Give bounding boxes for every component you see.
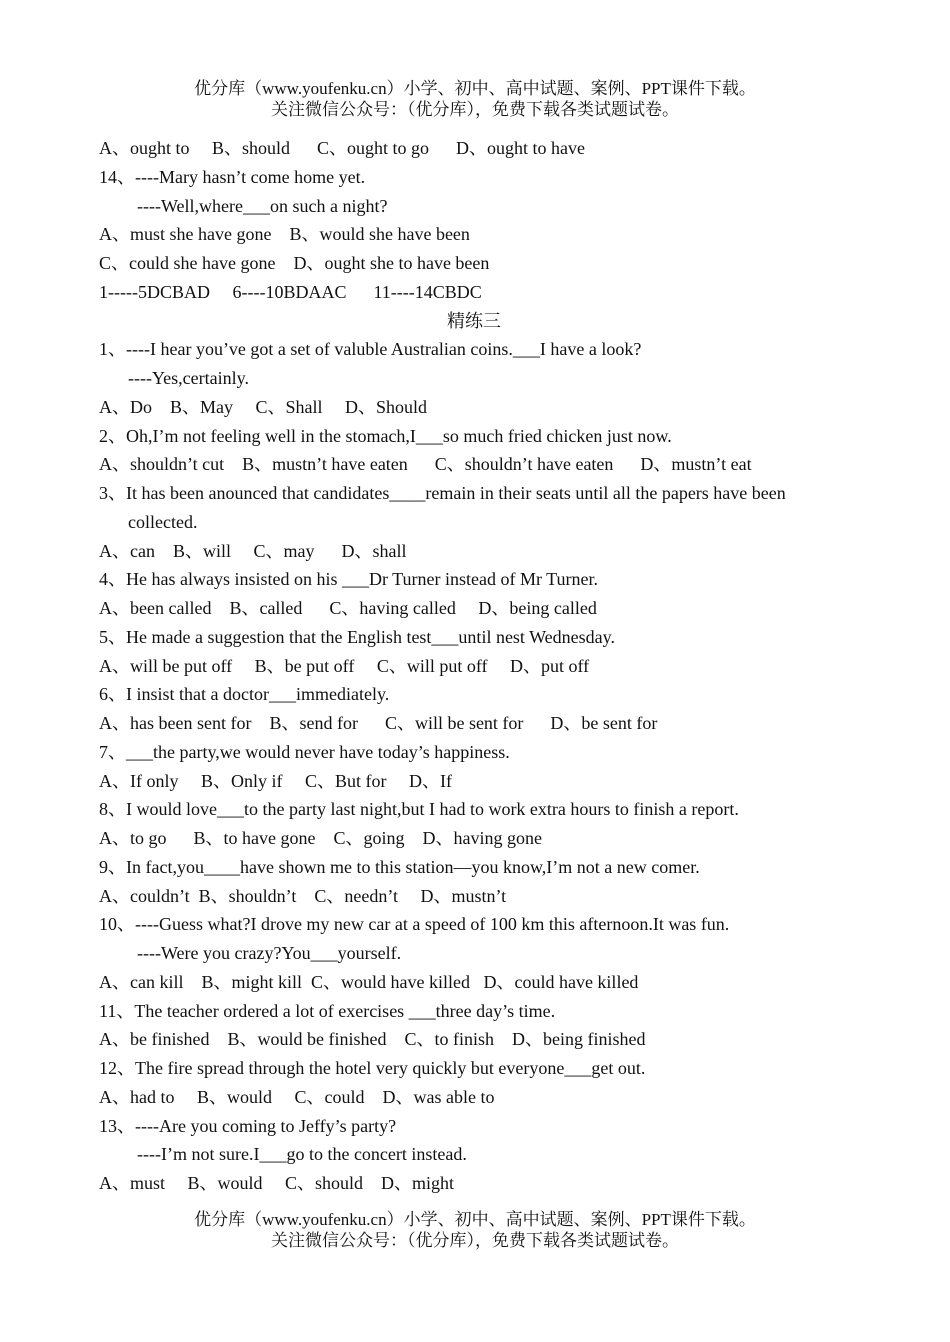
text-line: A、been called B、called C、having called D、being called bbox=[99, 598, 597, 618]
text-line: A、had to B、would C、could D、was able to bbox=[99, 1086, 495, 1107]
text-line: A、shouldn’t cut B、mustn’t have eaten C、shouldn’t have eaten D、mustn’t eat bbox=[99, 454, 752, 475]
text-line: A、will be put off B、be put off C、will put off D、put off bbox=[99, 655, 590, 676]
page-header bbox=[0, 78, 950, 120]
text-line: 11、The teacher ordered a lot of exercises ___three day’s time. bbox=[99, 1000, 556, 1021]
text-line: A、be finished B、would be finished C、to finish D、being finished bbox=[99, 1029, 646, 1050]
text-line: 4、He has always insisted on his ___Dr Turner instead of Mr Turner. bbox=[99, 569, 598, 590]
footer-line-2: 关注微信公众号：（优分库），免费下载各类试题试卷。 bbox=[271, 1231, 679, 1250]
text-line: 14、----Mary hasn’t come home yet. bbox=[99, 166, 366, 187]
text-line: A、If only B、Only if C、But for D、If bbox=[99, 770, 452, 791]
text-line: 1-----5DCBAD 6----10BDAAC 11----14CBDC bbox=[99, 281, 482, 302]
text-line: 5、He made a suggestion that the English test___until nest Wednesday. bbox=[99, 626, 615, 647]
text-line: A、ought to B、should C、ought to go D、ought to have bbox=[99, 138, 585, 158]
text-line: 6、I insist that a doctor___immediately. bbox=[99, 684, 390, 705]
text-line: 2、Oh,I’m not feeling well in the stomach,I___so much fried chicken just now. bbox=[99, 425, 672, 446]
text-line: A、couldn’t B、shouldn’t C、needn’t D、mustn’t bbox=[99, 885, 507, 906]
text-line: ----Well,where___on such a night? bbox=[137, 195, 388, 216]
text-line: A、must B、would C、should D、might bbox=[99, 1173, 455, 1193]
text-line: A、Do B、May C、Shall D、Should bbox=[99, 396, 428, 417]
text-line: C、could she have gone D、ought she to have been bbox=[99, 253, 490, 273]
text-line: collected. bbox=[128, 511, 198, 532]
text-line: 12、The fire spread through the hotel very quickly but everyone___get out. bbox=[99, 1058, 646, 1078]
text-line: A、must she have gone B、would she have been bbox=[99, 224, 470, 245]
section-title: 精练三 bbox=[447, 310, 501, 331]
text-line: ----Were you crazy?You___yourself. bbox=[137, 943, 402, 963]
header-line-2: 关注微信公众号：（优分库），免费下载各类试题试卷。 bbox=[271, 100, 679, 119]
text-line: 3、It has been anounced that candidates____remain in their seats until all the papers have been bbox=[99, 483, 786, 503]
document-body bbox=[99, 134, 859, 1198]
text-line: 7、___the party,we would never have today’s happiness. bbox=[99, 741, 510, 762]
text-line: 9、In fact,you____have shown me to this station—you know,I’m not a new comer. bbox=[99, 856, 700, 877]
page-footer bbox=[0, 1209, 950, 1251]
text-line: 8、I would love___to the party last night,but I had to work extra hours to finish a report. bbox=[99, 799, 739, 820]
footer-line-1: 优分库（www.youfenku.cn）小学、初中、高中试题、案例、PPT课件下载。 bbox=[194, 1210, 756, 1229]
text-line: 10、----Guess what?I drove my new car at a speed of 100 km this afternoon.It was fun. bbox=[99, 914, 730, 935]
text-line: 13、----Are you coming to Jeffy’s party? bbox=[99, 1115, 397, 1136]
text-line: A、can kill B、might kill C、would have killed D、could have killed bbox=[99, 971, 639, 992]
text-line: A、to go B、to have gone C、going D、having gone bbox=[99, 828, 542, 848]
text-line: A、has been sent for B、send for C、will be sent for D、be sent for bbox=[99, 713, 658, 733]
text-line: ----I’m not sure.I___go to the concert instead. bbox=[137, 1144, 467, 1165]
header-line-1: 优分库（www.youfenku.cn）小学、初中、高中试题、案例、PPT课件下载。 bbox=[194, 79, 756, 98]
text-line: 1、----I hear you’ve got a set of valuble Australian coins.___I have a look? bbox=[99, 339, 642, 360]
text-line: ----Yes,certainly. bbox=[128, 368, 249, 388]
text-line: A、can B、will C、may D、shall bbox=[99, 540, 407, 561]
